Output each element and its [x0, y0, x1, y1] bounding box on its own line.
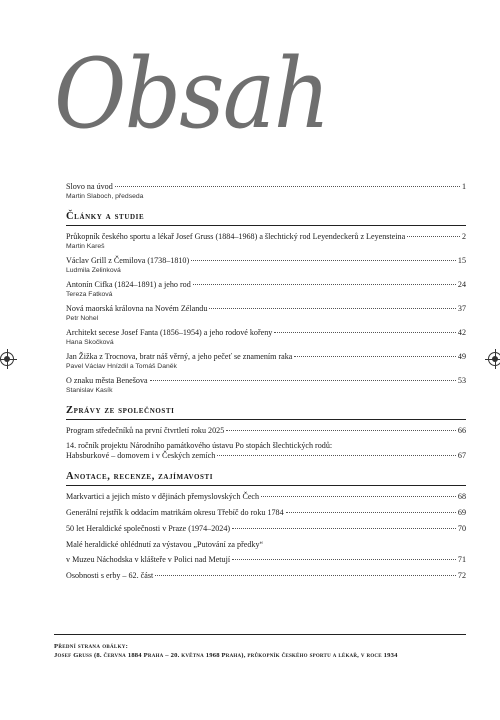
- toc-entry[interactable]: [66, 540, 466, 565]
- entry-title: Antonín Cifka (1824–1891) a jeho rod: [66, 280, 191, 289]
- dot-leader: [294, 356, 456, 357]
- entry-title: Václav Grill z Čemilova (1738–1810): [66, 256, 190, 265]
- entry-title: Slovo na úvod: [66, 182, 113, 191]
- dot-leader: [407, 236, 460, 237]
- dot-leader: [217, 455, 456, 456]
- entry-title: v Muzeu Náchodska v klášteře v Polici nad Metují: [66, 555, 231, 564]
- toc-entry[interactable]: [66, 508, 466, 518]
- toc-entry[interactable]: [66, 376, 466, 395]
- dot-leader: [193, 284, 456, 285]
- toc-entry[interactable]: [66, 524, 466, 534]
- toc-entry[interactable]: [66, 426, 466, 436]
- entry-title: Osobnosti s erby – 62. část: [66, 571, 154, 580]
- toc-entry[interactable]: [66, 232, 466, 251]
- entry-page: 71: [457, 555, 466, 564]
- dot-leader: [226, 430, 456, 431]
- dot-leader: [209, 308, 456, 309]
- toc-entry[interactable]: [66, 492, 466, 502]
- entry-page: 72: [457, 571, 466, 580]
- entry-page: 70: [457, 524, 466, 533]
- toc-entry[interactable]: [66, 352, 466, 371]
- cover-caption: [54, 642, 474, 660]
- entry-page: 37: [457, 304, 466, 313]
- toc-entry[interactable]: [66, 304, 466, 323]
- entry-page: 67: [457, 451, 466, 460]
- entry-author: Tereza Fatková: [66, 291, 113, 298]
- dot-leader: [286, 512, 456, 513]
- entry-title: Jan Žižka z Trocnova, bratr náš věrný, a jeho pečeť se znamením raka: [66, 352, 293, 361]
- entry-author: Ludmila Zelinková: [66, 267, 121, 274]
- dot-leader: [115, 186, 460, 187]
- entry-title: Program středečníků na první čtvrtletí roku 2025: [66, 426, 225, 435]
- entry-title: Nová maorská královna na Novém Zélandu: [66, 304, 208, 313]
- dot-leader: [155, 575, 456, 576]
- entry-author: Hana Skočková: [66, 339, 114, 346]
- toc-entry[interactable]: [66, 256, 466, 275]
- registration-mark-left-icon: [0, 352, 14, 366]
- entry-page: 15: [457, 256, 466, 265]
- entry-title: Průkopník českého sportu a lékař Josef Gruss (1884–1968) a šlechtický rod Leyendeckerů z Leyensteina: [66, 232, 406, 241]
- entry-page: 66: [457, 426, 466, 435]
- entry-title: Architekt secese Josef Fanta (1856–1954) a jeho rodové kořeny: [66, 328, 273, 337]
- page-title: Obsah: [54, 38, 329, 150]
- toc-entry[interactable]: [66, 280, 466, 299]
- entry-author: Stanislav Kasík: [66, 387, 113, 394]
- entry-title: Markvartici a jejich místo v dějinách přemyslovských Čech: [66, 492, 260, 501]
- section-heading-annotations: Anotace, recenze, zajímavosti: [66, 471, 466, 486]
- entry-author: Martin Slaboch, předseda: [66, 193, 144, 200]
- entry-page: 68: [457, 492, 466, 501]
- registration-mark-right-icon: [488, 352, 500, 366]
- toc-entry[interactable]: [66, 328, 466, 347]
- entry-author: Pavel Václav Hnízdil a Tomáš Daněk: [66, 363, 177, 370]
- section-heading-articles: Články a studie: [66, 211, 466, 226]
- cover-caption-heading: Přední strana obálky:: [54, 643, 129, 650]
- footer-divider: [54, 634, 466, 635]
- entry-author: Petr Nohel: [66, 315, 99, 322]
- toc-entry[interactable]: [66, 441, 466, 461]
- entry-title-line1: Malé heraldické ohlédnutí za výstavou „Putování za předky“: [66, 540, 264, 549]
- section-heading-news: Zprávy ze společnosti: [66, 405, 466, 420]
- entry-title-line1: 14. ročník projektu Národního památkového ústavu Po stopách šlechtických rodů:: [66, 441, 333, 450]
- dot-leader: [232, 528, 456, 529]
- entry-page: 2: [461, 232, 466, 241]
- entry-title: 50 let Heraldické společnosti v Praze (1974–2024): [66, 524, 231, 533]
- entry-page: 53: [457, 376, 466, 385]
- cover-caption-text: Josef Gruss (8. června 1884 Praha – 20. května 1968 Praha), průkopník českého sportu a lékař, v roce 1934: [54, 652, 398, 659]
- entry-title: O znaku města Benešova: [66, 376, 148, 385]
- dot-leader: [191, 260, 456, 261]
- entry-page: 69: [457, 508, 466, 517]
- entry-author: Martin Kareš: [66, 243, 105, 250]
- dot-leader: [232, 559, 456, 560]
- entry-page: 24: [457, 280, 466, 289]
- toc-entry[interactable]: [66, 571, 466, 581]
- entry-page: 49: [457, 352, 466, 361]
- dot-leader: [274, 332, 456, 333]
- entry-page: 42: [457, 328, 466, 337]
- dot-leader: [261, 496, 456, 497]
- entry-title: Habsburkové – domovem i v Českých zemích: [66, 451, 216, 460]
- dot-leader: [150, 380, 456, 381]
- entry-title: Generální rejstřík k oddacím matrikám okresu Třebíč do roku 1784: [66, 508, 284, 517]
- toc-entry-intro[interactable]: [66, 182, 466, 201]
- table-of-contents: [66, 182, 466, 581]
- entry-page: 1: [461, 182, 466, 191]
